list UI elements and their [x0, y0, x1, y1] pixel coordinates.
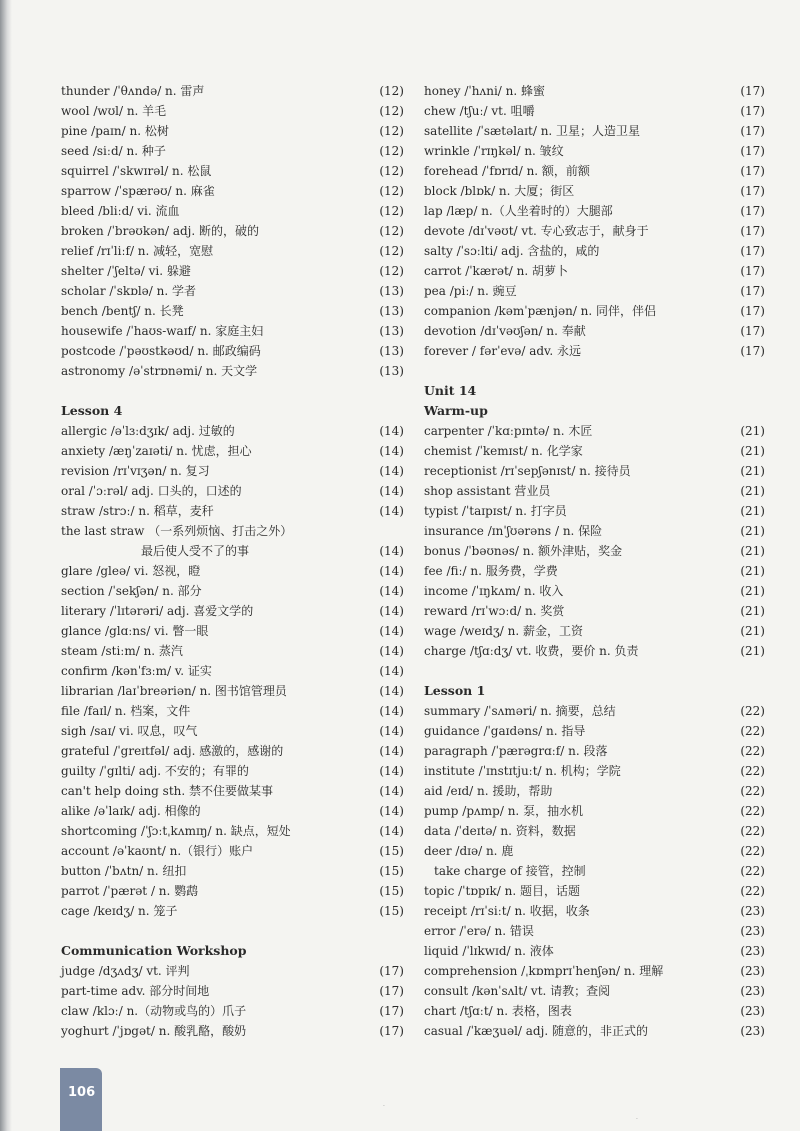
page-reference: (12): [379, 244, 404, 258]
vocab-entry-text: steam /stiːm/ n. 蒸汽: [61, 644, 183, 658]
page-reference: (23): [740, 1004, 765, 1018]
vocab-entry-text: liquid /ˈlɪkwɪd/ n. 液体: [424, 944, 554, 958]
vocab-entry: [424, 641, 765, 661]
vocab-entry-text: anxiety /æŋˈzaɪəti/ n. 忧虑，担心: [61, 444, 252, 458]
page-reference: (22): [740, 824, 765, 838]
vocab-entry-text: judge /dʒʌdʒ/ vt. 评判: [61, 964, 190, 978]
vocab-entry-text: devote /dɪˈvəʊt/ vt. 专心致志于，献身于: [424, 224, 649, 238]
vocab-entry: [61, 521, 404, 561]
page-reference: (17): [740, 284, 765, 298]
vocab-entry: [61, 341, 404, 361]
vocab-entry: [61, 501, 404, 521]
vocab-entry: [61, 901, 404, 921]
vocab-entry: [424, 81, 765, 101]
vocab-entry-text: chew /tʃuː/ vt. 咀嚼: [424, 104, 535, 118]
vocab-entry-text: chart /tʃɑːt/ n. 表格，图表: [424, 1004, 572, 1018]
section-spacer: [61, 921, 404, 941]
vocab-entry-text: insurance /ɪnˈʃʊərəns / n. 保险: [424, 524, 603, 538]
vocab-entry: [61, 261, 404, 281]
vocab-entry-text: literary /ˈlɪtərəri/ adj. 喜爱文学的: [61, 604, 254, 618]
vocab-entry-text: data /ˈdeɪtə/ n. 资料，数据: [424, 824, 576, 838]
vocab-entry: [61, 841, 404, 861]
vocab-entry: [424, 441, 765, 461]
vocab-entry: [424, 481, 765, 501]
vocab-entry-text: wool /wʊl/ n. 羊毛: [61, 104, 167, 118]
section-heading: Unit 14: [424, 383, 477, 398]
scan-speck: ·: [383, 1103, 385, 1110]
vocab-entry: [61, 121, 404, 141]
vocab-entry: [424, 921, 765, 941]
page-reference: (17): [740, 304, 765, 318]
vocab-entry-text: sparrow /ˈspærəʊ/ n. 麻雀: [61, 184, 215, 198]
vocab-entry-text: fee /fiː/ n. 服务费，学费: [424, 564, 558, 578]
page-reference: (21): [740, 444, 765, 458]
vocab-entry-text: shop assistant 营业员: [424, 484, 551, 498]
page-reference: (23): [740, 944, 765, 958]
vocab-entry: [61, 681, 404, 701]
vocab-entry-text: seed /siːd/ n. 种子: [61, 144, 166, 158]
vocab-entry: [424, 461, 765, 481]
vocab-entry: [424, 341, 765, 361]
page-reference: (17): [740, 344, 765, 358]
vocab-entry-text: grateful /ˈgreɪtfəl/ adj. 感激的，感谢的: [61, 744, 284, 758]
page-reference: (14): [379, 564, 404, 578]
vocab-entry-text: can't help doing sth. 禁不住要做某事: [61, 784, 274, 798]
page-reference: (14): [379, 804, 404, 818]
page-reference: (23): [740, 924, 765, 938]
page-reference: (21): [740, 644, 765, 658]
vocab-entry: [61, 101, 404, 121]
vocab-entry: [61, 141, 404, 161]
vocab-entry: [61, 461, 404, 481]
page-reference: (12): [379, 144, 404, 158]
vocab-entry: [424, 781, 765, 801]
vocab-entry-text: paragraph /ˈpærəgrɑːf/ n. 段落: [424, 744, 608, 758]
vocab-entry: [61, 581, 404, 601]
vocab-entry-text: receptionist /rɪˈsepʃənɪst/ n. 接待员: [424, 464, 631, 478]
vocab-entry-text: forehead /ˈfɒrɪd/ n. 额，前额: [424, 164, 590, 178]
vocab-entry: [61, 1001, 404, 1021]
vocab-entry-text: button /ˈbʌtn/ n. 纽扣: [61, 864, 187, 878]
page-reference: (15): [379, 844, 404, 858]
vocab-entry: [424, 261, 765, 281]
vocab-entry: [61, 161, 404, 181]
vocab-entry: [424, 761, 765, 781]
vocab-entry: [424, 161, 765, 181]
vocab-entry: [61, 201, 404, 221]
vocab-entry: [424, 141, 765, 161]
page-reference: (21): [740, 484, 765, 498]
section-spacer: [61, 381, 404, 401]
page-reference: (14): [379, 824, 404, 838]
vocab-entry-line: the last straw （一系列烦恼、打击之外）: [61, 524, 293, 538]
vocab-entry: [424, 601, 765, 621]
vocab-entry-text: parrot /ˈpærət / n. 鹦鹉: [61, 884, 199, 898]
page-reference: (14): [379, 444, 404, 458]
page-reference: (12): [379, 204, 404, 218]
vocab-entry-text: claw /klɔː/ n.（动物或鸟的）爪子: [61, 1004, 247, 1018]
vocab-entry-text: guidance /ˈgaɪdəns/ n. 指导: [424, 724, 586, 738]
vocab-entry: [61, 361, 404, 381]
vocab-entry: [424, 961, 765, 981]
page-reference: (12): [379, 264, 404, 278]
page-reference: (14): [379, 544, 404, 558]
page-reference: (17): [379, 1024, 404, 1038]
vocab-entry-text: satellite /ˈsætəlaɪt/ n. 卫星；人造卫星: [424, 124, 641, 138]
vocab-entry-text: account /əˈkaʊnt/ n.（银行）账户: [61, 844, 254, 858]
vocab-entry-text: salty /ˈsɔːlti/ adj. 含盐的，咸的: [424, 244, 600, 258]
page-reference: (17): [740, 264, 765, 278]
page-reference: (21): [740, 544, 765, 558]
vocab-entry-text: wage /weɪdʒ/ n. 薪金，工资: [424, 624, 583, 638]
page-reference: (15): [379, 904, 404, 918]
page-reference: (12): [379, 124, 404, 138]
page-reference: (17): [740, 204, 765, 218]
page-reference: (17): [379, 1004, 404, 1018]
page-reference: (14): [379, 664, 404, 678]
vocab-entry-text: astronomy /əˈstrɒnəmi/ n. 天文学: [61, 364, 258, 378]
page-reference: (17): [740, 84, 765, 98]
page-reference: (23): [740, 964, 765, 978]
page-reference: (22): [740, 804, 765, 818]
vocab-entry-text: section /ˈsekʃən/ n. 部分: [61, 584, 202, 598]
vocab-entry: [61, 761, 404, 781]
page-reference: (23): [740, 904, 765, 918]
vocab-entry-text: charge /tʃɑːdʒ/ vt. 收费，要价 n. 负责: [424, 644, 639, 658]
vocab-entry-text: wrinkle /ˈrɪŋkəl/ n. 皱纹: [424, 144, 564, 158]
vocab-entry-text: oral /ˈɔːrəl/ adj. 口头的，口述的: [61, 484, 242, 498]
vocab-entry-text: reward /rɪˈwɔːd/ n. 奖赏: [424, 604, 565, 618]
vocab-entry: [424, 821, 765, 841]
vocab-entry: [424, 701, 765, 721]
vocab-entry-text: pea /piː/ n. 豌豆: [424, 284, 517, 298]
vocab-entry: [61, 181, 404, 201]
vocab-entry-text: institute /ˈɪnstɪtjuːt/ n. 机构；学院: [424, 764, 621, 778]
vocab-entry: [424, 981, 765, 1001]
page-reference: (17): [379, 984, 404, 998]
vocab-entry-text: companion /kəmˈpænjən/ n. 同伴，伴侣: [424, 304, 657, 318]
vocab-entry-text: block /blɒk/ n. 大厦；街区: [424, 184, 575, 198]
section-heading: Warm-up: [424, 403, 488, 418]
vocab-entry-text: alike /əˈlaɪk/ adj. 相像的: [61, 804, 201, 818]
page-reference: (14): [379, 484, 404, 498]
page-reference: (21): [740, 464, 765, 478]
page-reference: (13): [379, 284, 404, 298]
vocab-entry-text: comprehension /ˌkɒmprɪˈhenʃən/ n. 理解: [424, 964, 664, 978]
vocab-entry: [424, 501, 765, 521]
vocab-entry-text: shortcoming /ˈʃɔːtˌkʌmɪŋ/ n. 缺点，短处: [61, 824, 291, 838]
vocab-entry-text: chemist /ˈkemɪst/ n. 化学家: [424, 444, 583, 458]
vocab-entry: [61, 661, 404, 681]
vocab-entry: [61, 821, 404, 841]
page-reference: (14): [379, 464, 404, 478]
page-reference: (22): [740, 884, 765, 898]
page-reference: (21): [740, 524, 765, 538]
vocab-entry-text: pine /paɪn/ n. 松树: [61, 124, 169, 138]
page-reference: (22): [740, 864, 765, 878]
vocab-entry: [61, 301, 404, 321]
page-reference: (21): [740, 604, 765, 618]
page-reference: (14): [379, 624, 404, 638]
vocab-entry-text: error /ˈerə/ n. 错误: [424, 924, 534, 938]
vocab-entry: [61, 561, 404, 581]
vocab-entry-text: carrot /ˈkærət/ n. 胡萝卜: [424, 264, 568, 278]
vocab-entry-line-continued: 最后使人受不了的事: [141, 544, 250, 558]
vocab-entry-text: carpenter /ˈkɑːpɪntə/ n. 木匠: [424, 424, 593, 438]
vocab-entry-text: topic /ˈtɒpɪk/ n. 题目，话题: [424, 884, 580, 898]
vocab-entry: [424, 801, 765, 821]
vocab-entry: [424, 321, 765, 341]
vocab-entry: [424, 241, 765, 261]
vocab-entry: [61, 601, 404, 621]
page-reference: (12): [379, 104, 404, 118]
vocab-entry-text: cage /keɪdʒ/ n. 笼子: [61, 904, 178, 918]
vocab-entry: [424, 861, 765, 881]
vocab-entry: [424, 941, 765, 961]
page-reference: (14): [379, 784, 404, 798]
page-reference: (21): [740, 504, 765, 518]
vocab-entry-text: lap /læp/ n.（人坐着时的）大腿部: [424, 204, 613, 218]
page-reference: (22): [740, 704, 765, 718]
vocab-entry: [61, 441, 404, 461]
vocab-entry: [424, 281, 765, 301]
vocab-entry-text: confirm /kənˈfɜːm/ v. 证实: [61, 664, 212, 678]
page-reference: (12): [379, 224, 404, 238]
page-reference: (12): [379, 184, 404, 198]
section-spacer: [424, 661, 765, 681]
page-reference: (14): [379, 504, 404, 518]
vocab-entry: [61, 881, 404, 901]
vocab-entry: [424, 421, 765, 441]
vocab-entry: [61, 221, 404, 241]
vocab-entry: [424, 181, 765, 201]
vocab-entry-text: aid /eɪd/ n. 援助，帮助: [424, 784, 553, 798]
page-reference: (14): [379, 424, 404, 438]
page-reference: (22): [740, 784, 765, 798]
vocab-entry: [61, 641, 404, 661]
page-reference: (14): [379, 584, 404, 598]
vocab-entry-text: postcode /ˈpəʊstkəʊd/ n. 邮政编码: [61, 344, 261, 358]
page-reference: (15): [379, 884, 404, 898]
vocab-entry: [424, 1021, 765, 1041]
vocab-entry: [61, 421, 404, 441]
binding-edge-shadow: [0, 0, 12, 1131]
page-reference: (22): [740, 724, 765, 738]
page-reference: (14): [379, 744, 404, 758]
page-reference: (14): [379, 704, 404, 718]
page-reference: (21): [740, 624, 765, 638]
vocab-entry: [424, 721, 765, 741]
page-reference: (14): [379, 724, 404, 738]
vocab-entry: [61, 981, 404, 1001]
vocab-entry-text: income /ˈɪŋkʌm/ n. 收入: [424, 584, 564, 598]
vocab-entry: [424, 741, 765, 761]
page-reference: (21): [740, 584, 765, 598]
page-reference: (17): [740, 104, 765, 118]
vocab-entry-text: take charge of 接管，控制: [434, 864, 586, 878]
vocab-entry: [424, 541, 765, 561]
vocab-entry: [424, 301, 765, 321]
vocab-entry-text: forever / fərˈevə/ adv. 永远: [424, 344, 582, 358]
vocab-entry: [61, 241, 404, 261]
vocab-entry: [61, 481, 404, 501]
vocab-entry-text: broken /ˈbrəʊkən/ adj. 断的，破的: [61, 224, 260, 238]
page-reference: (13): [379, 304, 404, 318]
vocab-entry: [61, 741, 404, 761]
vocab-entry-text: bonus /ˈbəʊnəs/ n. 额外津贴，奖金: [424, 544, 623, 558]
vocab-entry: [61, 861, 404, 881]
page-reference: (23): [740, 984, 765, 998]
vocab-entry-text: typist /ˈtaɪpɪst/ n. 打字员: [424, 504, 567, 518]
page-reference: (22): [740, 764, 765, 778]
vocab-entry-text: glare /gleə/ vi. 怒视，瞪: [61, 564, 201, 578]
vocab-entry: [424, 121, 765, 141]
page-reference: (17): [740, 124, 765, 138]
page-reference: (14): [379, 604, 404, 618]
vocab-entry-text: [61, 521, 292, 561]
vocab-entry-text: devotion /dɪˈvəʊʃən/ n. 奉献: [424, 324, 586, 338]
vocab-entry-text: file /faɪl/ n. 档案，文件: [61, 704, 191, 718]
vocab-entry: [61, 321, 404, 341]
page-reference: (13): [379, 344, 404, 358]
vocab-entry-text: pump /pʌmp/ n. 泵，抽水机: [424, 804, 584, 818]
vocab-entry: [61, 281, 404, 301]
scan-speck: ·: [636, 1116, 638, 1123]
vocab-entry: [424, 841, 765, 861]
vocab-entry-text: consult /kənˈsʌlt/ vt. 请教；查阅: [424, 984, 611, 998]
vocab-entry-text: yoghurt /ˈjɒgət/ n. 酸乳酪，酸奶: [61, 1024, 247, 1038]
vocab-entry-text: sigh /saɪ/ vi. 叹息，叹气: [61, 724, 198, 738]
section-heading: Lesson 4: [61, 403, 123, 418]
vocab-entry-text: housewife /ˈhaʊs-waɪf/ n. 家庭主妇: [61, 324, 264, 338]
vocab-entry: [61, 961, 404, 981]
vocab-entry-text: part-time adv. 部分时间地: [61, 984, 210, 998]
vocab-entry-text: honey /ˈhʌni/ n. 蜂蜜: [424, 84, 546, 98]
vocab-entry: [61, 721, 404, 741]
vocab-entry-text: bleed /bliːd/ vi. 流血: [61, 204, 180, 218]
page-reference: (12): [379, 164, 404, 178]
vocab-entry-text: shelter /ˈʃeltə/ vi. 躲避: [61, 264, 191, 278]
vocab-entry-text: squirrel /ˈskwɪrəl/ n. 松鼠: [61, 164, 212, 178]
page-reference: (22): [740, 744, 765, 758]
vocab-entry: [424, 1001, 765, 1021]
vocab-entry: [61, 701, 404, 721]
vocab-entry-text: librarian /laɪˈbreəriən/ n. 图书馆管理员: [61, 684, 287, 698]
vocab-entry: [424, 561, 765, 581]
vocab-entry-text: deer /dɪə/ n. 鹿: [424, 844, 514, 858]
page-reference: (17): [740, 224, 765, 238]
vocabulary-column-right: [424, 81, 765, 1041]
vocab-entry-text: bench /bentʃ/ n. 长凳: [61, 304, 184, 318]
vocab-entry-text: straw /strɔː/ n. 稻草，麦秆: [61, 504, 214, 518]
vocab-entry-text: thunder /ˈθʌndə/ n. 雷声: [61, 84, 205, 98]
page-reference: (17): [740, 184, 765, 198]
page-reference: (13): [379, 324, 404, 338]
page-reference: (15): [379, 864, 404, 878]
section-heading: Communication Workshop: [61, 943, 247, 958]
page-reference: (17): [740, 164, 765, 178]
page-reference: (17): [379, 964, 404, 978]
vocab-entry: [424, 881, 765, 901]
page-reference: (17): [740, 144, 765, 158]
page-reference: (13): [379, 364, 404, 378]
vocab-entry: [61, 781, 404, 801]
section-heading: Lesson 1: [424, 683, 486, 698]
vocabulary-column-left: [61, 81, 404, 1041]
vocab-entry: [424, 201, 765, 221]
vocab-entry: [61, 1021, 404, 1041]
vocab-entry: [424, 521, 765, 541]
vocab-entry-text: allergic /əˈlɜːdʒɪk/ adj. 过敏的: [61, 424, 235, 438]
vocab-entry-text: summary /ˈsʌməri/ n. 摘要，总结: [424, 704, 616, 718]
vocab-entry: [61, 81, 404, 101]
page-reference: (14): [379, 764, 404, 778]
vocab-entry: [61, 621, 404, 641]
vocab-entry: [61, 801, 404, 821]
vocab-entry: [424, 901, 765, 921]
page-reference: (23): [740, 1024, 765, 1038]
vocab-entry: [424, 581, 765, 601]
section-spacer: [424, 361, 765, 381]
page-reference: (21): [740, 424, 765, 438]
vocab-entry-text: casual /ˈkæʒuəl/ adj. 随意的，非正式的: [424, 1024, 648, 1038]
page-reference: (17): [740, 244, 765, 258]
vocab-entry-text: relief /rɪˈliːf/ n. 减轻，宽慰: [61, 244, 214, 258]
page-reference: (14): [379, 644, 404, 658]
vocab-entry-text: glance /glɑːns/ vi. 瞥一眼: [61, 624, 209, 638]
page-reference: (21): [740, 564, 765, 578]
vocab-entry: [424, 221, 765, 241]
vocab-entry-text: guilty /ˈgɪlti/ adj. 不安的；有罪的: [61, 764, 249, 778]
page-reference: (22): [740, 844, 765, 858]
vocab-entry: [424, 621, 765, 641]
vocab-entry-text: scholar /ˈskɒlə/ n. 学者: [61, 284, 196, 298]
page-number: 106: [68, 1085, 96, 1100]
page-reference: (14): [379, 684, 404, 698]
vocab-entry: [424, 101, 765, 121]
page-reference: (17): [740, 324, 765, 338]
page-reference: (12): [379, 84, 404, 98]
vocab-entry-text: receipt /rɪˈsiːt/ n. 收据，收条: [424, 904, 590, 918]
vocab-entry-text: revision /rɪˈvɪʒən/ n. 复习: [61, 464, 210, 478]
